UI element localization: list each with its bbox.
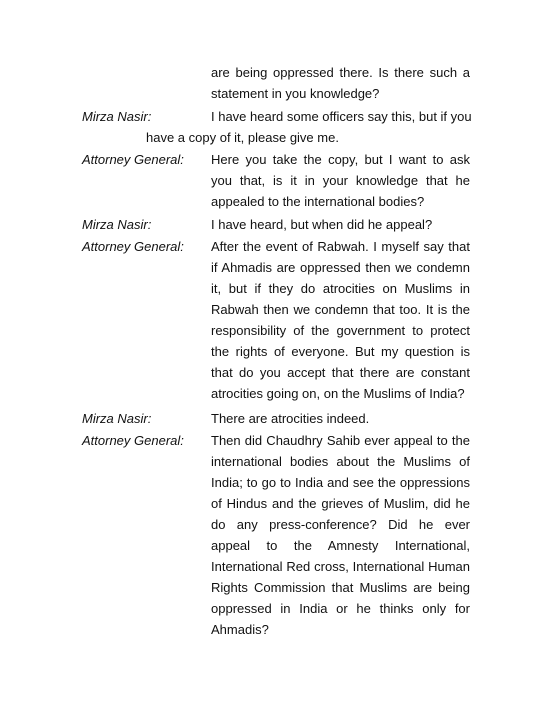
transcript-entry [82,62,470,104]
transcript-entry [82,214,470,235]
transcript-entry [82,408,470,429]
transcript-entry [82,236,470,404]
speech-text: Then did Chaudhry Sahib ever appeal to the international bodies about the Muslims of India; to go to India and see the oppressions of Hindus and the grieves of Muslim, did he do any press-conference? Did he ever appeal to the Amnesty International, International Red cross, International Human Rights Commission that Muslims are being oppressed in India or he thinks only for Ahmadis? [211,433,470,637]
speaker-name: Mirza Nasir: [82,109,152,124]
speech-text: Here you take the copy, but I want to ask you that, is it in your knowledge that he appealed to the international bodies? [211,152,470,209]
speaker-name: Attorney General: [82,239,184,254]
transcript-entry [82,430,470,640]
speaker-name: Mirza Nasir: [82,411,152,426]
speech-text: are being oppressed there. Is there such a statement in you knowledge? [211,65,470,101]
speech-text: There are atrocities indeed. [211,411,370,426]
speaker-name: Attorney General: [82,152,184,167]
transcript-entry [82,106,470,148]
speech-text: I have heard, but when did he appeal? [211,217,433,232]
speech-text: I have heard some officers say this, but if you [211,109,472,124]
transcript-entry [82,149,470,212]
speaker-name: Attorney General: [82,433,184,448]
speaker-name: Mirza Nasir: [82,217,152,232]
speech-text-continuation: have a copy of it, please give me. [146,130,339,145]
speech-text: After the event of Rabwah. I myself say that if Ahmadis are oppressed then we condemn it, but if they do atrocities on Muslims in Rabwah then we condemn that too. It is the responsibility of the government to protect the rights of everyone. But my question is that do you accept that there are constant atrocities going on, on the Muslims of India? [211,239,470,401]
